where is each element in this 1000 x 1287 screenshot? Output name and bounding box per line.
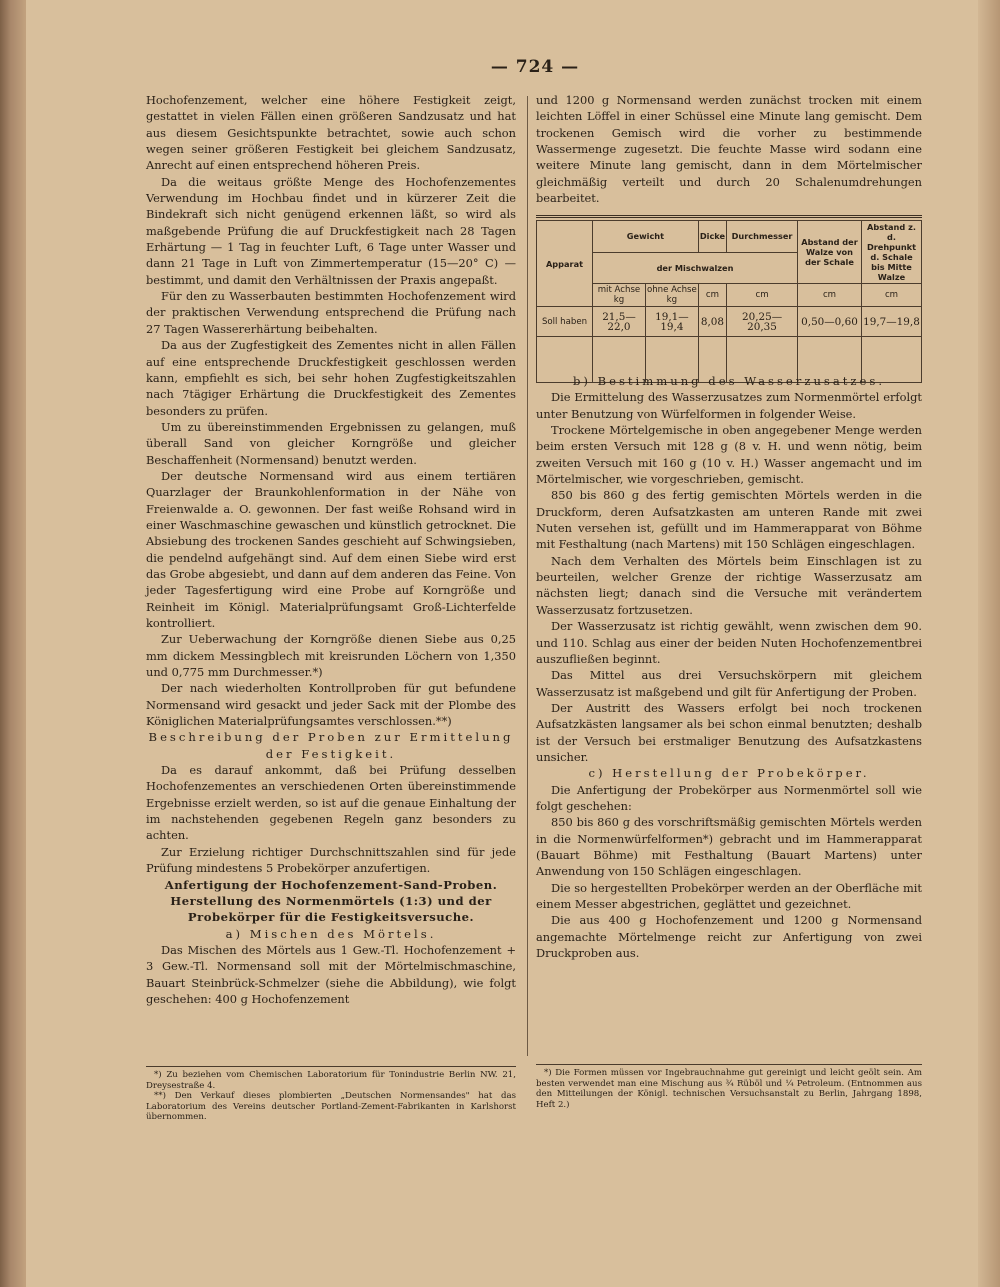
table-header-abstand-drehpunkt: Abstand z. d. Drehpunkt d. Schale bis Mitte Walze bbox=[862, 221, 922, 284]
table-cell: 8,08 bbox=[698, 307, 726, 337]
table-unit-cell: cm bbox=[862, 284, 922, 307]
right-column-main bbox=[536, 373, 922, 961]
footnote: **) Den Verkauf dieses plombierten „Deutschen Normensandes" hat das Laboratorium des Vereins deutscher Portland-Zement-Fabrikanten in Karlshorst übernommen. bbox=[146, 1091, 516, 1123]
paragraph: 850 bis 860 g des fertig gemischten Mörtels werden in die Druckform, deren Aufsatzkasten am unteren Rande mit zwei Nuten versehen ist, gefüllt und im Hammerapparat von Böhme mit Festhaltung (nach Martens) mit 150 Schlägen eingeschlagen. bbox=[536, 488, 922, 552]
table-cell: 20,25—20,35 bbox=[727, 307, 798, 337]
table-grid bbox=[536, 220, 922, 383]
column-divider bbox=[527, 96, 528, 1056]
label: mit Achse bbox=[597, 285, 641, 295]
paragraph: Für den zu Wasserbauten bestimmten Hochofenzement wird der praktischen Verwendung entsprechend die Prüfung nach 27 Tagen Wassererhärtung beibehalten. bbox=[146, 289, 516, 336]
label: ohne Achse bbox=[646, 285, 697, 295]
footnotes-left bbox=[146, 1066, 516, 1123]
paragraph: Der Austritt des Wassers erfolgt bei noch trockenen Aufsatzkästen langsamer als bei schon einmal benutzten; deshalb ist der Versuch bei erstmaliger Benutzung des Aufsatzkastens unsicher. bbox=[536, 700, 922, 764]
subsection-heading-herstellung: c) Herstellung der Probekörper. bbox=[588, 766, 870, 781]
table-header-gewicht: Gewicht bbox=[593, 221, 699, 253]
paragraph: Das Mischen des Mörtels aus 1 Gew.-Tl. Hochofenzement + 3 Gew.-Tl. Normensand soll mit der Mörtelmischmaschine, Bauart Steinbrück-Schmelzer (siehe die Abbildung), wie folgt geschehen: 400 g Hochofenzement bbox=[146, 942, 516, 1006]
paragraph: Zur Ueberwachung der Korngröße dienen Siebe aus 0,25 mm dickem Messingblech mit kreisrunden Löchern von 1,350 und 0,775 mm Durchmesser.*) bbox=[146, 632, 516, 680]
paragraph: Die aus 400 g Hochofenzement und 1200 g Normensand angemachte Mörtelmenge reicht zur Anfertigung von zwei Druckproben aus. bbox=[536, 913, 922, 961]
paragraph: Das Mittel aus drei Versuchskörpern mit gleichem Wasserzusatz ist maßgebend und gilt für Anfertigung der Proben. bbox=[536, 668, 922, 699]
paragraph: Hochofenzement, welcher eine höhere Festigkeit zeigt, gestattet in vielen Fällen einen größeren Sandzusatz und hat aus diesem Gesichtspunkte betrachtet, sowie auch schon wegen seiner größeren Festigkeit bei gleichem Sandzusatz, Anrecht auf einen entsprechend höheren Preis. bbox=[146, 93, 516, 173]
paragraph: Da es darauf ankommt, daß bei Prüfung desselben Hochofenzementes an verschiedenen Orten übereinstimmende Ergebnisse erzielt werden, so ist auf die genaue Einhaltung der im nachstehenden gegebenen Regeln ganz besonders zu achten. bbox=[146, 763, 516, 843]
page-edge-shadow bbox=[978, 0, 1000, 1287]
table-subheader-ohne-achse bbox=[645, 284, 698, 307]
footnote: *) Die Formen müssen vor Ingebrauchnahme gut gereinigt und leicht geölt sein. Am besten verwendet man eine Mischung aus ¾ Rüböl und ¼ Petroleum. (Entnommen aus den Mitteilungen der Königl. technischen Versuchsanstalt zu Berlin, Jahrgang 1898, Heft 2.) bbox=[536, 1068, 922, 1110]
paragraph: 850 bis 860 g des vorschriftsmäßig gemischten Mörtels werden in die Normenwürfelformen*) gebracht und im Hammerapparat (Bauart Böhme) mit Festhaltung (Bauart Martens) unter Anwendung von 150 Schlägen eingeschlagen. bbox=[536, 815, 922, 879]
table-cell: 0,50—0,60 bbox=[798, 307, 862, 337]
paragraph: Die Ermittelung des Wasserzusatzes zum Normenmörtel erfolgt unter Benutzung von Würfelformen in folgender Weise. bbox=[536, 390, 922, 421]
subsection-heading-mischen: a) Mischen des Mörtels. bbox=[225, 926, 437, 941]
table-row-label: Soll haben bbox=[537, 307, 593, 337]
table-header-durchmesser: Durchmesser bbox=[727, 221, 798, 253]
paragraph: Zur Erzielung richtiger Durchschnittszahlen sind für jede Prüfung mindestens 5 Probekörper anzufertigen. bbox=[146, 844, 516, 876]
paragraph: Nach dem Verhalten des Mörtels beim Einschlagen ist zu beurteilen, welcher Grenze der richtige Wasserzusatz am nächsten liegt; danach sind die Versuche mit verändertem Wasserzusatz fortzusetzen. bbox=[536, 553, 922, 617]
table-unit-cell: cm bbox=[698, 284, 726, 307]
paragraph: Der deutsche Normensand wird aus einem tertiären Quarzlager der Braunkohlenformation in der Nähe von Freienwalde a. O. gewonnen. Der fast weiße Rohsand wird in einer Waschmaschine gewaschen und künstlich getrocknet. Die Absiebung des trockenen Sandes geschieht auf Schwingsieben, die pendelnd aufgehängt sind. Auf dem einen Siebe wird erst das Grobe abgesiebt, und dann auf dem anderen das Feine. Von jeder Tagesfertigung wird eine Probe auf Korngröße und Reinheit im Königl. Materialprüfungsamt Groß-Lichterfelde kontrolliert. bbox=[146, 468, 516, 630]
paragraph: Trockene Mörtelgemische in oben angegebener Menge werden beim ersten Versuch mit 128 g (8 v. H. und wenn nötig, beim zweiten Versuch mit 160 g (10 v. H.) Wasser angemacht und im Mörtelmischer, wie vorgeschrieben, gemischt. bbox=[536, 423, 922, 487]
table-cell: 21,5—22,0 bbox=[593, 307, 646, 337]
footnotes-right bbox=[536, 1064, 922, 1110]
book-binding-shadow bbox=[0, 0, 26, 1287]
section-heading-anfertigung: Anfertigung der Hochofenzement-Sand-Proben. Herstellung des Normenmörtels (1:3) und der Probekörper für die Festigkeitsversuche. bbox=[164, 877, 498, 925]
paragraph: Die Anfertigung der Probekörper aus Normenmörtel soll wie folgt geschehen: bbox=[536, 782, 922, 813]
paragraph: Um zu übereinstimmenden Ergebnissen zu gelangen, muß überall Sand von gleicher Korngröße und gleicher Beschaffenheit (Normensand) benutzt werden. bbox=[146, 419, 516, 467]
paragraph: Da die weitaus größte Menge des Hochofenzementes Verwendung im Hochbau findet und in kürzerer Zeit die Bindekraft sich nicht genügend erkennen läßt, so wird als maßgebende Prüfung die auf Druckfestigkeit nach 28 Tagen Erhärtung — 1 Tag in feuchter Luft, 6 Tage unter Wasser und dann 21 Tage in Luft von Zimmertemperatur (15—20° C) — bestimmt, und damit den Verhältnissen der Praxis angepaßt. bbox=[146, 174, 516, 287]
table-header-dicke: Dicke bbox=[698, 221, 726, 253]
table-cell: 19,7—19,8 bbox=[862, 307, 922, 337]
section-heading-beschreibung: Beschreibung der Proben zur Ermittelung der Festigkeit. bbox=[148, 730, 514, 761]
right-column-top bbox=[536, 92, 922, 206]
left-column bbox=[146, 92, 516, 1007]
page-number: — 724 — bbox=[490, 57, 580, 77]
paragraph: und 1200 g Normensand werden zunächst trocken mit einem leichten Löffel in einer Schüssel eine Minute lang gemischt. Dem trockenen Gemisch wird die vorher zu bestimmende Wassermenge zugesetzt. Die feuchte Masse wird sodann eine weitere Minute lang gemischt, dann in dem Mörtelmischer gleichmäßig verteilt und durch 20 Schalenumdrehungen bearbeitet. bbox=[536, 93, 922, 206]
table-subheader-mit-achse bbox=[593, 284, 646, 307]
table-unit-cell: cm bbox=[727, 284, 798, 307]
paragraph: Da aus der Zugfestigkeit des Zementes nicht in allen Fällen auf eine entsprechende Druckfestigkeit geschlossen werden kann, empfiehlt es sich, bei sehr hohen Zugfestigkeitszahlen nach 7tägiger Erhärtung die Druckfestigkeit des Zementes besonders zu prüfen. bbox=[146, 338, 516, 418]
footnote: *) Zu beziehen vom Chemischen Laboratorium für Tonindustrie Berlin NW. 21, Dreysestraße 4. bbox=[146, 1070, 516, 1091]
paragraph: Der Wasserzusatz ist richtig gewählt, wenn zwischen dem 90. und 110. Schlag aus einer der beiden Nuten Hochofenzementbrei auszufließen beginnt. bbox=[536, 619, 922, 666]
paragraph: Die so hergestellten Probekörper werden an der Oberfläche mit einem Messer abgestrichen, geglättet und gezeichnet. bbox=[536, 880, 922, 911]
table-cell: 19,1—19,4 bbox=[645, 307, 698, 337]
machine-dimensions-table bbox=[536, 215, 922, 357]
subsection-heading-wasser: b) Bestimmung des Wasserzusatzes. bbox=[572, 374, 886, 388]
table-header-abstand-walze: Abstand der Walze von der Schale bbox=[798, 221, 862, 284]
unit: kg bbox=[666, 295, 678, 305]
table-header-mischwalzen: der Mischwalzen bbox=[593, 252, 798, 284]
paragraph: Der nach wiederholten Kontrollproben für gut befundene Normensand wird gesackt und jeder Sack mit der Plombe des Königlichen Materialprüfungsamtes verschlossen.**) bbox=[146, 681, 516, 729]
table-unit-cell: cm bbox=[798, 284, 862, 307]
unit: kg bbox=[613, 295, 625, 305]
table-header-apparat: Apparat bbox=[537, 221, 593, 307]
